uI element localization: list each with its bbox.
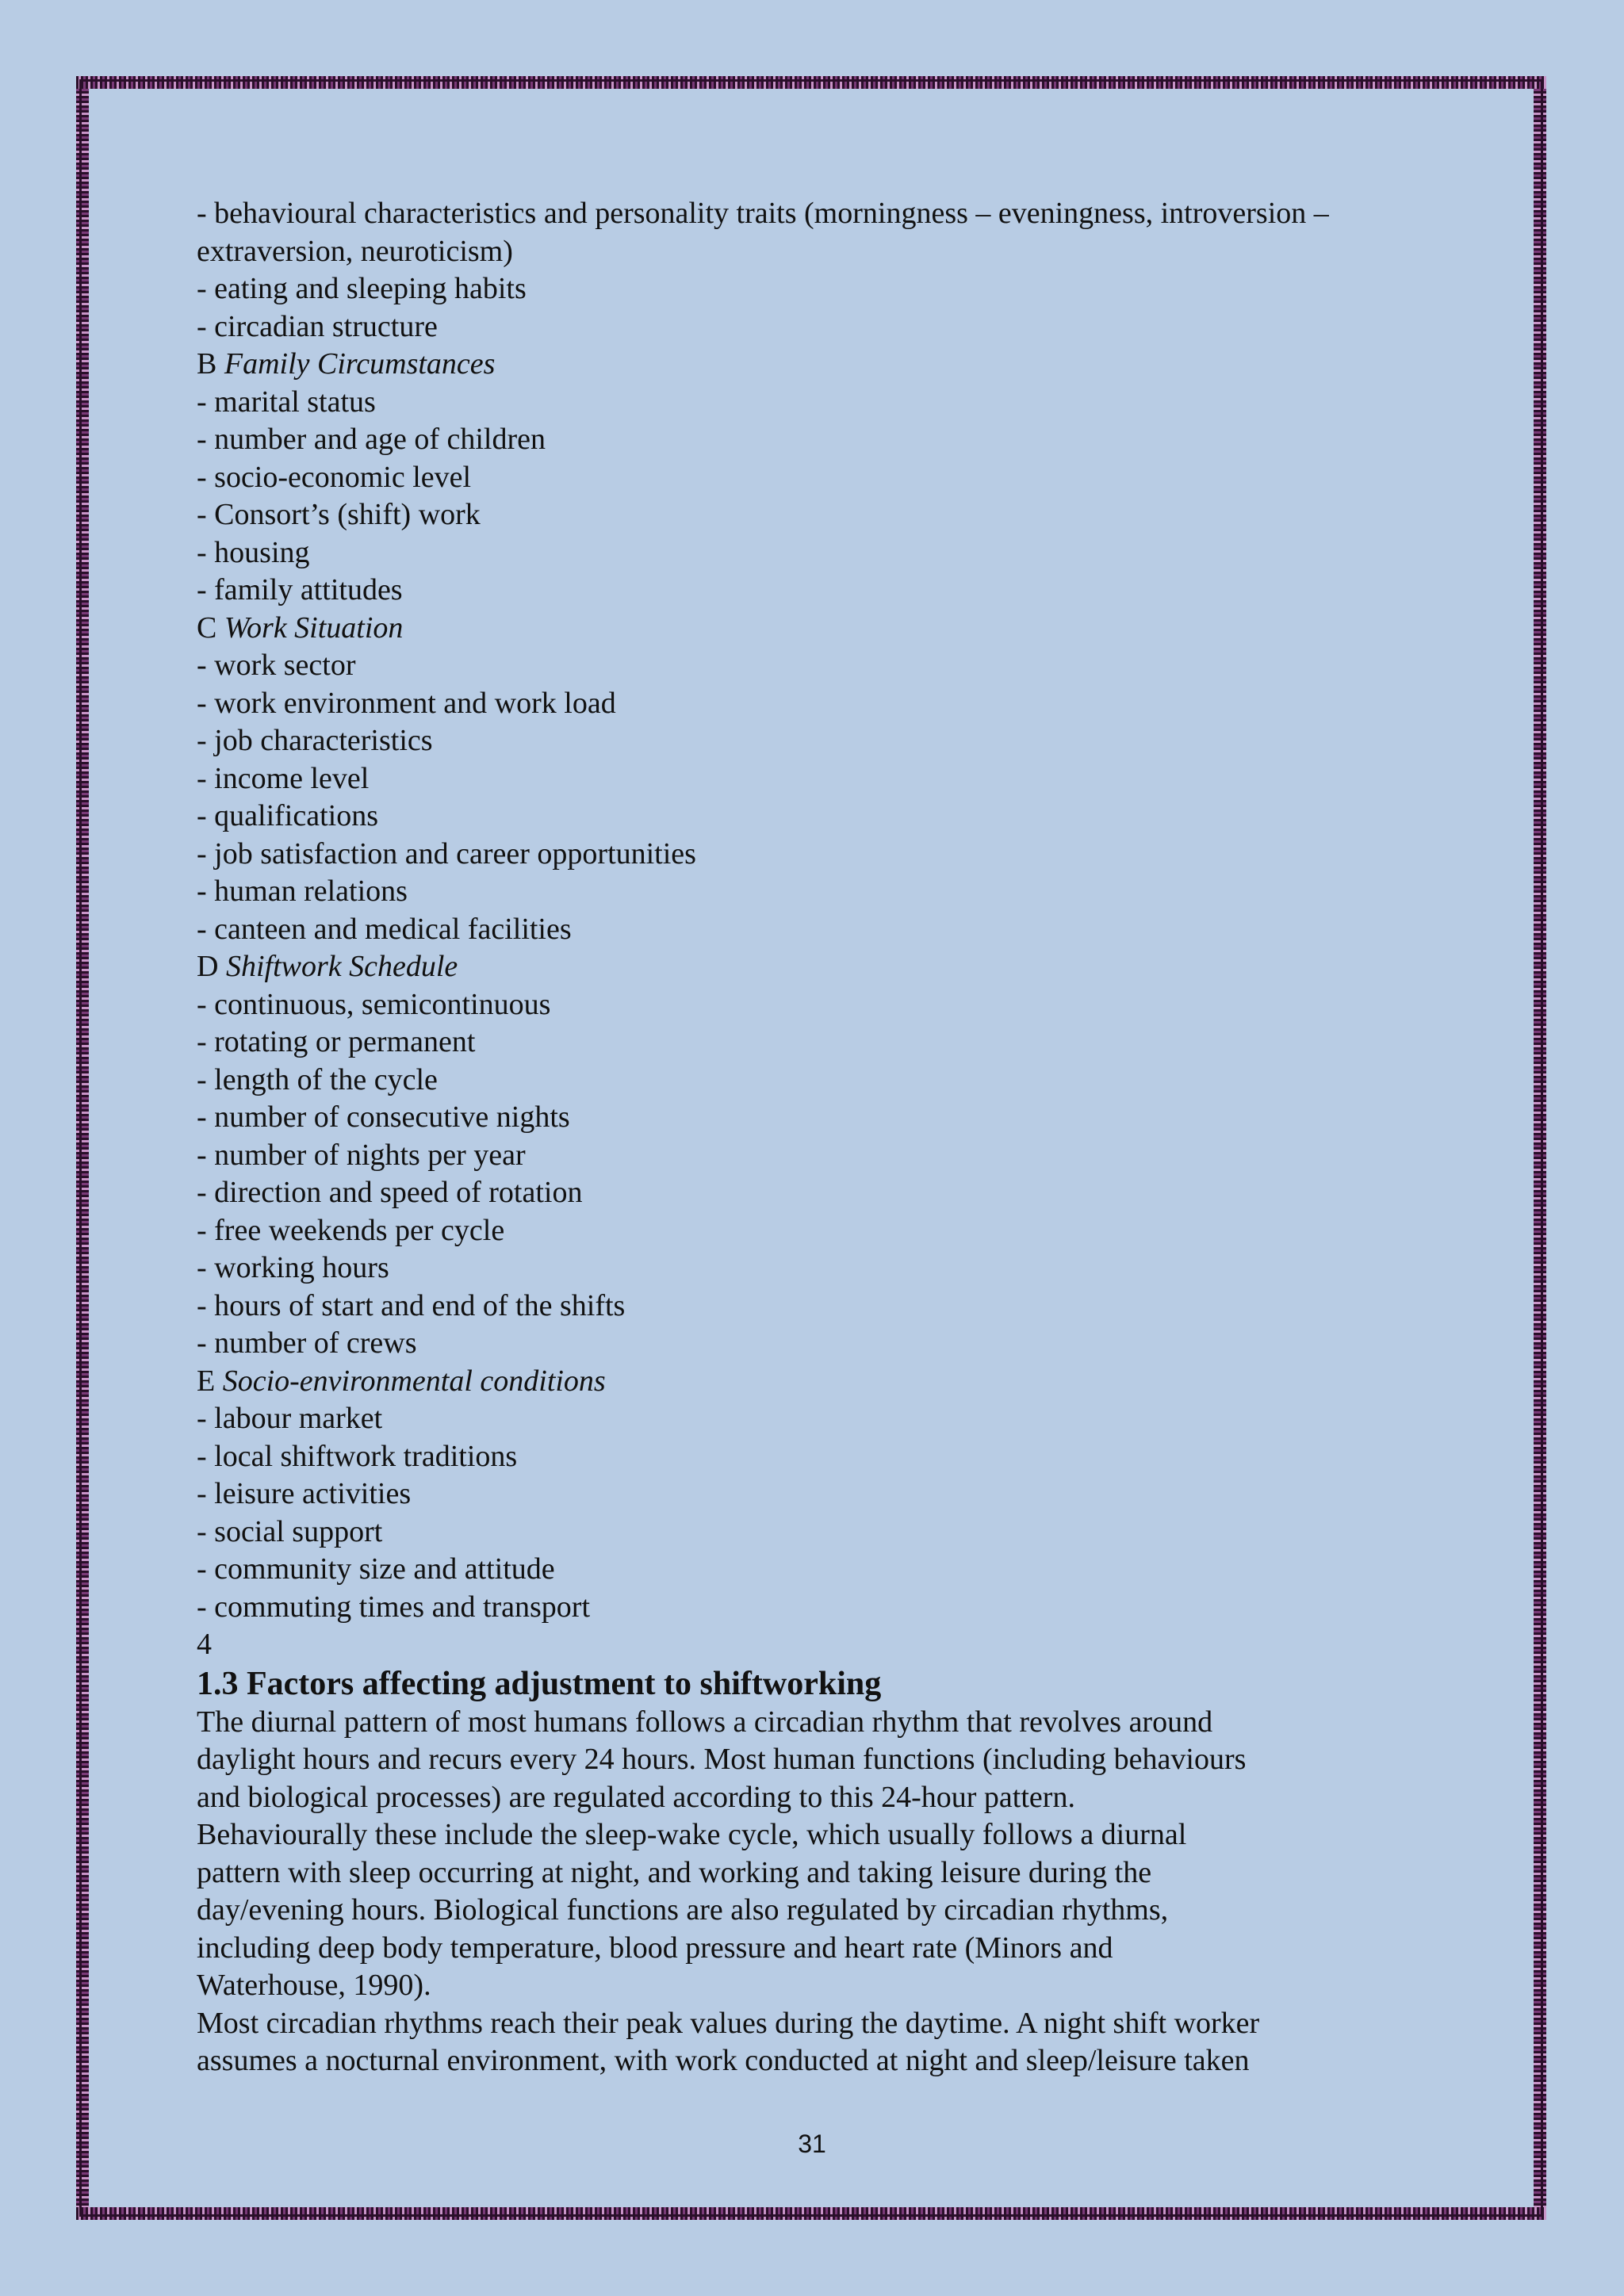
list-item: - social support	[197, 1514, 383, 1548]
section-socio-environmental	[197, 1363, 1450, 1627]
list-item: - housing	[197, 535, 310, 569]
section-title: Socio-environmental conditions	[222, 1364, 606, 1398]
list-item: - rotating or permanent	[197, 1025, 476, 1058]
list-item: - qualifications	[197, 799, 378, 832]
list-item: - number of nights per year	[197, 1138, 526, 1172]
list-item: - socio-economic level	[197, 460, 472, 494]
list-item: - commuting times and transport	[197, 1590, 591, 1624]
list-item: - job satisfaction and career opportunities	[197, 836, 696, 871]
paragraph-line: The diurnal pattern of most humans follows a circadian rhythm that revolves around	[197, 1705, 1213, 1739]
paragraph-line: daylight hours and recurs every 24 hours. Most human functions (including behaviours	[197, 1743, 1247, 1776]
list-item: - job characteristics	[197, 724, 433, 757]
section-title: Shiftwork Schedule	[225, 950, 458, 983]
paragraph-line: day/evening hours. Biological functions are also regulated by circadian rhythms,	[197, 1893, 1169, 1927]
section-letter: D	[197, 950, 219, 983]
list-item: - community size and attitude	[197, 1552, 555, 1586]
list-item: - working hours	[197, 1251, 389, 1284]
section-shiftwork-schedule	[197, 948, 1450, 1363]
list-item: - labour market	[197, 1402, 383, 1435]
section-work-situation	[197, 610, 1450, 949]
section-letter: E	[197, 1364, 216, 1398]
list-item: - number of consecutive nights	[197, 1100, 570, 1134]
section-title: Family Circumstances	[224, 347, 496, 381]
section-heading	[197, 610, 1450, 648]
list-item: - number of crews	[197, 1326, 417, 1360]
list-item: - human relations	[197, 874, 408, 908]
section-heading	[197, 346, 1450, 384]
section-letter: C	[197, 610, 217, 645]
list-item: - direction and speed of rotation	[197, 1176, 583, 1209]
paragraph-line: Most circadian rhythms reach their peak values during the daytime. A night shift worker	[197, 2006, 1260, 2040]
page-number: 31	[798, 2130, 826, 2158]
list-item: - free weekends per cycle	[197, 1213, 505, 1247]
list-item: - family attitudes	[197, 573, 403, 607]
list-item: - income level	[197, 761, 370, 795]
paragraph-line: assumes a nocturnal environment, with work conducted at night and sleep/leisure taken	[197, 2044, 1250, 2077]
section-letter: B	[197, 347, 217, 381]
paragraph-line: Waterhouse, 1990).	[197, 1969, 431, 2002]
list-item: - length of the cycle	[197, 1062, 438, 1096]
list-item: - work environment and work load	[197, 686, 616, 720]
paragraph-line: Behaviourally these include the sleep-wake cycle, which usually follows a diurnal	[197, 1818, 1187, 1851]
section-heading	[197, 1363, 1450, 1401]
body-paragraph	[197, 1704, 1450, 2080]
list-item: - circadian structure	[197, 309, 438, 343]
list-item: - eating and sleeping habits	[197, 272, 527, 305]
paragraph-line: and biological processes) are regulated according to this 24-hour pattern.	[197, 1780, 1075, 1814]
list-item: - hours of start and end of the shifts	[197, 1288, 626, 1322]
section-family-circumstances	[197, 346, 1450, 610]
list-item: - number and age of children	[197, 423, 546, 456]
list-item: - Consort’s (shift) work	[197, 498, 481, 531]
list-item: - work sector	[197, 649, 356, 682]
section-title: Work Situation	[224, 610, 404, 645]
document-body	[197, 195, 1450, 2080]
paragraph-line: pattern with sleep occurring at night, and working and taking leisure during the	[197, 1855, 1152, 1889]
list-item: - behavioural characteristics and personality traits (morningness – eveningness, introversion –	[197, 197, 1329, 230]
list-item: - canteen and medical facilities	[197, 912, 572, 946]
section-heading-1-3: 1.3 Factors affecting adjustment to shiftworking	[197, 1665, 882, 1702]
list-item: - marital status	[197, 385, 376, 419]
list-item: - continuous, semicontinuous	[197, 987, 551, 1021]
paragraph-line: including deep body temperature, blood pressure and heart rate (Minors and	[197, 1931, 1113, 1965]
intro-list	[197, 195, 1450, 346]
stray-number: 4	[197, 1628, 212, 1661]
list-item: extraversion, neuroticism)	[197, 234, 513, 268]
list-item: - leisure activities	[197, 1477, 412, 1510]
section-heading	[197, 948, 1450, 986]
list-item: - local shiftwork traditions	[197, 1439, 518, 1473]
